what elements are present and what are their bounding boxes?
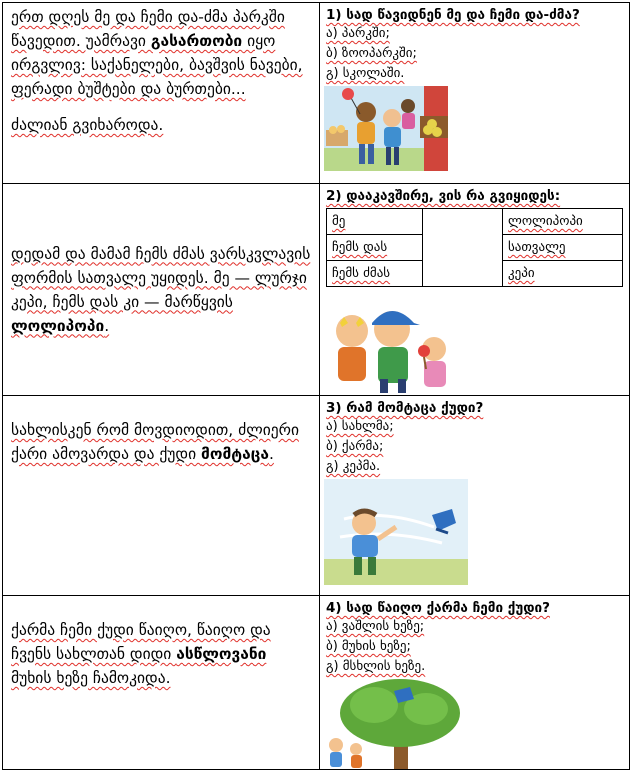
story-paragraph — [11, 113, 311, 137]
story-paragraph — [11, 618, 311, 690]
oak-tree-cap-illustration — [324, 679, 466, 769]
option-4a[interactable]: ა) ვაშლის ხეზე; — [326, 619, 425, 634]
story-keyword: მომტაცა — [201, 445, 269, 463]
worksheet-row-3 — [3, 396, 630, 596]
worksheet-row-1 — [3, 3, 630, 184]
story-text-2 — [3, 242, 319, 338]
task-cell-1 — [320, 3, 630, 184]
matching-table — [326, 208, 623, 287]
match-left-2[interactable]: ჩემს დას — [327, 235, 423, 261]
match-right-3[interactable]: კეპი — [503, 261, 623, 287]
story-keyword: გასართობი — [150, 32, 243, 50]
worksheet-row-4 — [3, 596, 630, 770]
story-text-run: იყო ირგვლივ: საქანელები, ბავშვის ნავები, ფერადი ბუშტები და ბურთები... — [11, 32, 303, 98]
match-left-1[interactable]: მე — [327, 209, 423, 235]
wind-cap-illustration — [324, 479, 468, 585]
task-cell-3 — [320, 396, 630, 596]
story-text-run: ერთ დღეს მე და ჩემი და-ძმა პარკში წავედით. უამრავი — [11, 8, 285, 50]
story-keyword: ასწლოვანი — [176, 645, 267, 663]
question-4: 4) სად წაიღო ქარმა ჩემი ქუდი? — [326, 600, 550, 616]
children-gifts-illustration — [322, 289, 460, 395]
story-paragraph — [11, 5, 311, 101]
story-text-run: . — [104, 316, 110, 335]
option-1c[interactable]: გ) სკოლაში. — [326, 66, 405, 81]
option-3c[interactable]: გ) კეპმა. — [326, 459, 381, 474]
story-text-run: ძალიან გვიხაროდა. — [11, 116, 164, 134]
story-text-run: მუხის ხეზე ჩამოკიდა. — [11, 669, 171, 687]
story-text-1 — [3, 3, 319, 137]
story-cell-4 — [3, 596, 320, 770]
option-4c[interactable]: გ) მსხლის ხეზე. — [326, 659, 426, 674]
story-cell-3 — [3, 396, 320, 596]
story-paragraph — [11, 242, 311, 338]
story-text-run: დედამ და მამამ ჩემს ძმას ვარსკვლავის ფორმის სათვალე უყიდეს. მე — ლურჯი კეპი, ჩემს დას კი — მარწყვის — [11, 244, 311, 311]
option-1a[interactable]: ა) პარკში; — [326, 26, 390, 41]
option-4b[interactable]: ბ) მუხის ხეზე; — [326, 639, 411, 654]
question-2: 2) დააკავშირე, ვის რა გვიყიდეს: — [326, 188, 561, 204]
story-cell-1 — [3, 3, 320, 184]
question-3: 3) რამ მომტაცა ქუდი? — [326, 400, 484, 416]
option-3a[interactable]: ა) სახლმა; — [326, 419, 394, 434]
option-1b[interactable]: ბ) ზოოპარკში; — [326, 46, 417, 61]
option-3b[interactable]: ბ) ქარმა; — [326, 439, 384, 454]
match-connect-area[interactable] — [423, 209, 503, 287]
task-cell-4 — [320, 596, 630, 770]
story-text-3 — [3, 396, 319, 466]
story-text-run: ქარმა ჩემი ქუდი წაიღო, წაიღო და ჩვენს სახლთან დიდი — [11, 621, 271, 663]
match-right-2[interactable]: სათვალე — [503, 235, 623, 261]
park-children-illustration — [324, 86, 448, 171]
worksheet-row-2 — [3, 184, 630, 396]
story-keyword: ლოლიპოპი — [11, 316, 105, 335]
match-left-3[interactable]: ჩემს ძმას — [327, 261, 423, 287]
match-right-1[interactable]: ლოლიპოპი — [503, 209, 623, 235]
worksheet-table — [2, 2, 630, 770]
task-cell-2 — [320, 184, 630, 396]
question-1: 1) სად წავიდნენ მე და ჩემი და-ძმა? — [326, 7, 580, 23]
story-paragraph — [11, 418, 311, 466]
story-text-4 — [3, 596, 319, 690]
story-text-run: . — [268, 445, 274, 463]
story-text-run: სახლისკენ რომ მოვდიოდით, ძლიერი ქარი ამოვარდა და ქუდი — [11, 421, 299, 463]
story-cell-2 — [3, 184, 320, 396]
